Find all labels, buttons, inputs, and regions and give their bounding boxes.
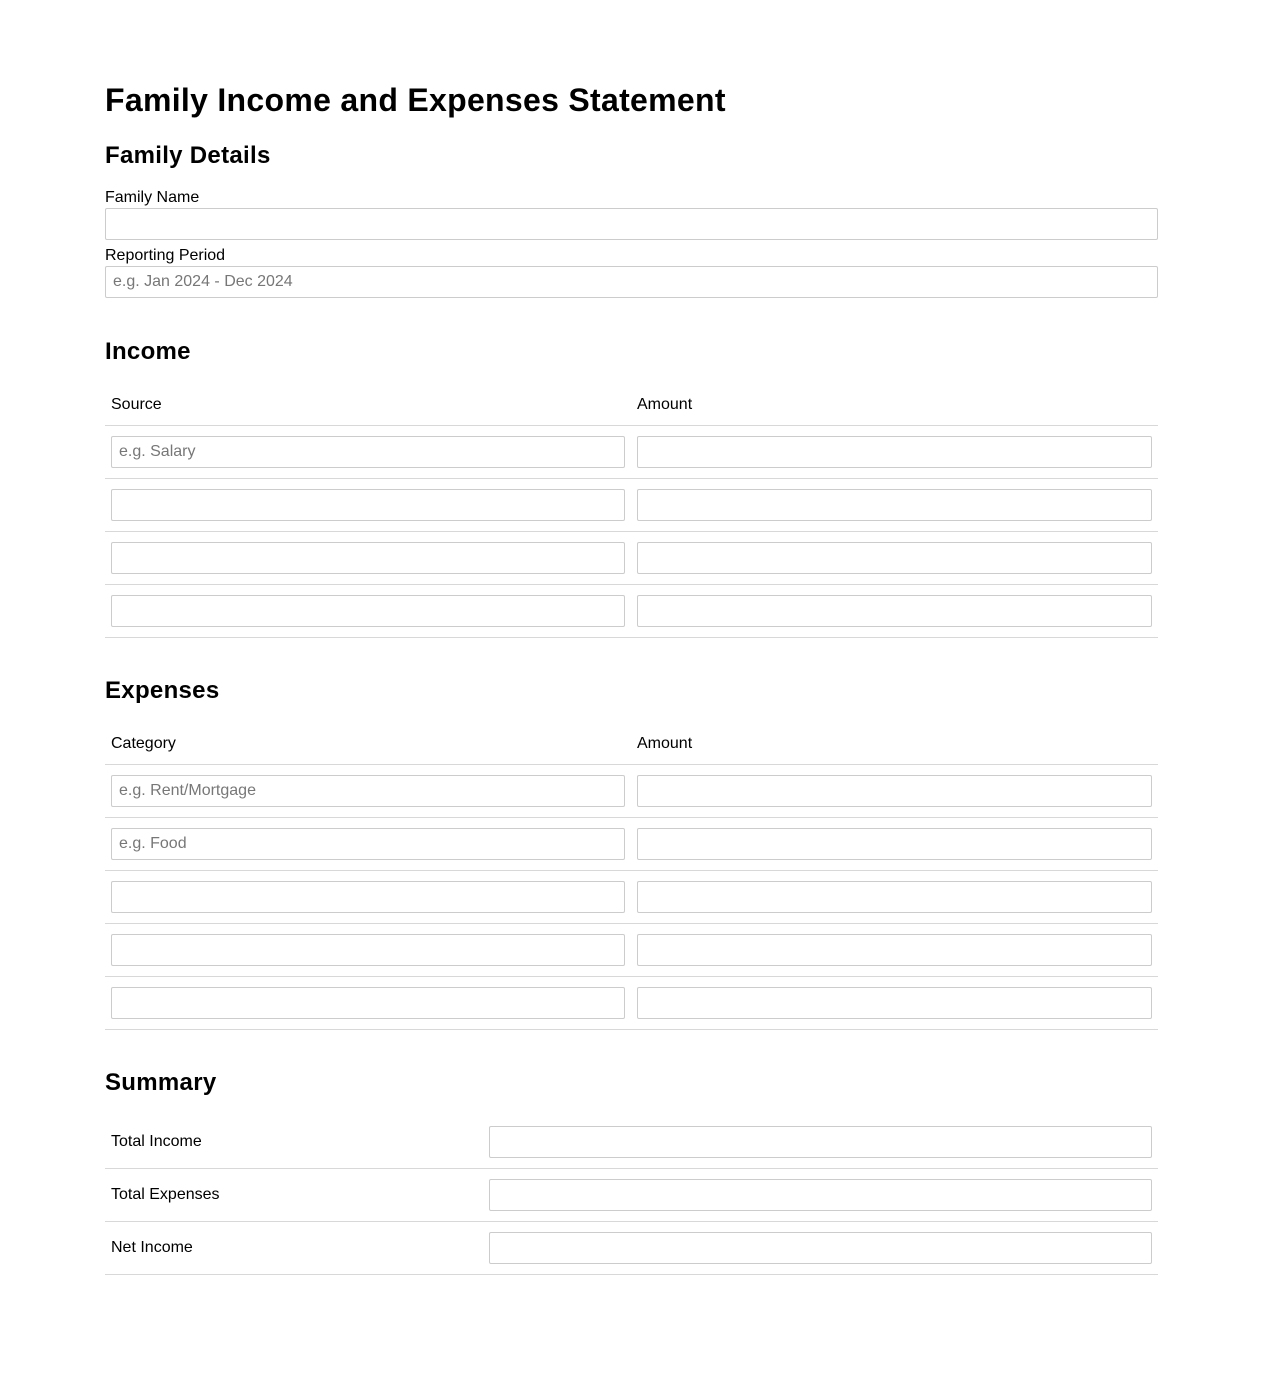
- family-name-input[interactable]: [105, 208, 1158, 240]
- total-expenses-label: Total Expenses: [105, 1169, 483, 1222]
- family-details-heading: Family Details: [105, 142, 271, 169]
- column-header-amount: Amount: [631, 723, 1158, 765]
- summary-heading: Summary: [105, 1069, 217, 1096]
- income-amount-input[interactable]: [637, 595, 1152, 627]
- expenses-table: [105, 723, 1158, 1030]
- expense-category-input[interactable]: [111, 934, 625, 966]
- expense-amount-input[interactable]: [637, 934, 1152, 966]
- expense-row: [105, 977, 1158, 1030]
- income-row: [105, 479, 1158, 532]
- income-row: [105, 426, 1158, 479]
- expense-row: [105, 818, 1158, 871]
- net-income-label: Net Income: [105, 1222, 483, 1275]
- expense-row: [105, 765, 1158, 818]
- expense-amount-input[interactable]: [637, 828, 1152, 860]
- expense-category-input[interactable]: [111, 775, 625, 807]
- income-heading: Income: [105, 338, 191, 365]
- column-header-amount: Amount: [631, 384, 1158, 426]
- income-amount-input[interactable]: [637, 542, 1152, 574]
- family-name-label: Family Name: [105, 189, 200, 206]
- summary-table: [105, 1116, 1158, 1275]
- reporting-period-label: Reporting Period: [105, 247, 226, 264]
- column-header-category: Category: [105, 723, 631, 765]
- income-row: [105, 585, 1158, 638]
- income-amount-input[interactable]: [637, 489, 1152, 521]
- income-amount-input[interactable]: [637, 436, 1152, 468]
- total-income-input[interactable]: [489, 1126, 1152, 1158]
- income-header-row: [105, 384, 1158, 426]
- summary-row-total-income: [105, 1116, 1158, 1169]
- expense-category-input[interactable]: [111, 828, 625, 860]
- expense-category-input[interactable]: [111, 987, 625, 1019]
- income-source-input[interactable]: [111, 489, 625, 521]
- expenses-header-row: [105, 723, 1158, 765]
- income-source-input[interactable]: [111, 595, 625, 627]
- income-row: [105, 532, 1158, 585]
- summary-row-net-income: [105, 1222, 1158, 1275]
- expenses-heading: Expenses: [105, 677, 220, 704]
- summary-row-total-expenses: [105, 1169, 1158, 1222]
- income-source-input[interactable]: [111, 436, 625, 468]
- reporting-period-input[interactable]: [105, 266, 1158, 298]
- expense-row: [105, 924, 1158, 977]
- expense-category-input[interactable]: [111, 881, 625, 913]
- expense-amount-input[interactable]: [637, 881, 1152, 913]
- income-table: [105, 384, 1158, 638]
- net-income-input[interactable]: [489, 1232, 1152, 1264]
- expense-row: [105, 871, 1158, 924]
- page-title: Family Income and Expenses Statement: [105, 82, 726, 118]
- income-source-input[interactable]: [111, 542, 625, 574]
- column-header-source: Source: [105, 384, 631, 426]
- expense-amount-input[interactable]: [637, 775, 1152, 807]
- total-expenses-input[interactable]: [489, 1179, 1152, 1211]
- expense-amount-input[interactable]: [637, 987, 1152, 1019]
- total-income-label: Total Income: [105, 1116, 483, 1169]
